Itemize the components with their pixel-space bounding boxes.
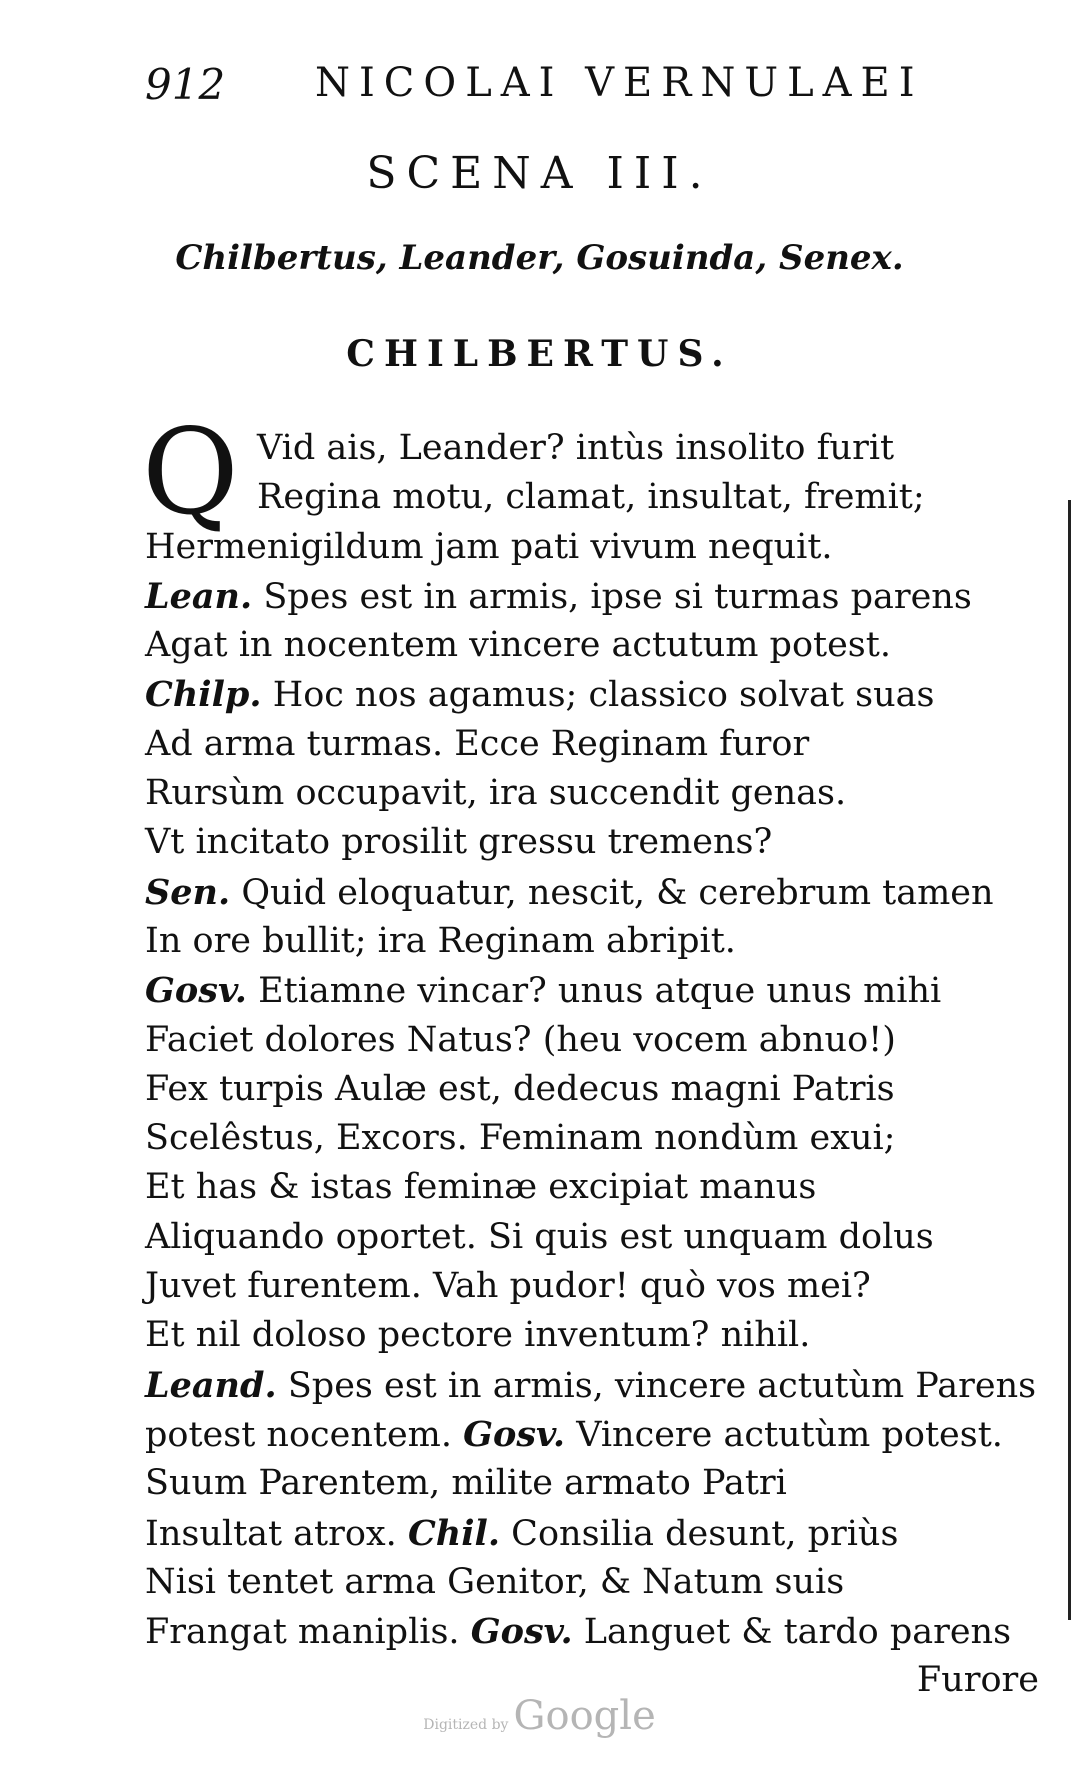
verse-line [145,523,1045,572]
speaker-abbrev: Leand. [145,1364,277,1406]
dramatis-personae: Chilbertus, Leander, Gosuinda, Senex. [175,238,904,278]
speaker-abbrev: Chil. [407,1512,501,1554]
watermark-logo: Google [513,1693,656,1739]
speaker-abbrev: Gosv. [470,1611,573,1653]
line-text: Quid eloquatur, nescit, & cerebrum tamen [241,872,994,913]
line-text: Hermenigildum jam pati vivum nequit. [145,526,833,567]
verse-line [145,473,1045,522]
verse-line [145,1163,1045,1212]
line-text: In ore bullit; ira Reginam abripit. [145,920,736,961]
verse-line [145,1509,1045,1558]
speaker-abbrev: Sen. [145,871,231,913]
line-text: Juvet furentem. Vah pudor! quò vos mei? [145,1266,871,1307]
verse-line [145,1016,1045,1065]
line-text: Regina motu, clamat, insultat, fremit; [257,477,925,518]
line-text: Insultat atrox. [145,1513,397,1554]
line-text: potest nocentem. [145,1414,452,1455]
line-text: Et nil doloso pectore inventum? nihil. [145,1315,811,1356]
line-text: Vincere actutùm potest. [576,1414,1003,1455]
line-text: Vt incitato prosilit gressu tremens? [145,822,773,863]
page-header [145,60,1025,120]
running-title: NICOLAI VERNULAEI [315,60,924,106]
line-text: Fex turpis Aulæ est, dedecus magni Patris [145,1068,895,1109]
verse-line [145,868,1045,917]
verse-text [145,424,1045,1656]
line-text: Languet & tardo parens [583,1612,1012,1653]
verse-line [145,1114,1045,1163]
page-number: 912 [145,60,226,109]
verse-line [145,1213,1045,1262]
speaker-abbrev: Gosv. [145,970,247,1012]
verse-line [145,769,1045,818]
line-text: Agat in nocentem vincere actutum potest. [145,625,891,666]
verse-line [145,818,1045,867]
line-text: Aliquando oportet. Si quis est unquam dolus [145,1216,934,1257]
line-text: Nisi tentet arma Genitor, & Natum suis [145,1561,845,1602]
verse-line [145,1262,1045,1311]
verse-line [145,1607,1045,1656]
line-text: Scelêstus, Excors. Feminam nondùm exui; [145,1118,896,1159]
verse-line [145,621,1045,670]
verse-line [145,1065,1045,1114]
speaker-abbrev: Gosv. [463,1413,566,1455]
line-text: Vid ais, Leander? intùs insolito furit [257,428,895,468]
drop-cap: Q [142,403,239,541]
verse-line [145,966,1045,1015]
line-text: Frangat maniplis. [145,1612,460,1653]
page-edge-rule [1068,500,1071,1620]
speaker-heading: CHILBERTUS. [346,333,733,375]
watermark-prefix: Digitized by [423,1717,509,1733]
line-text: Ad arma turmas. Ecce Reginam furor [145,723,810,764]
line-text: Suum Parentem, milite armato Patri [145,1463,787,1504]
line-text: Spes est in armis, ipse si turmas parens [263,576,972,617]
verse-line [145,917,1045,966]
verse-line [145,1361,1045,1410]
verse-line [145,1410,1045,1459]
verse-line [145,1558,1045,1607]
line-text: Faciet dolores Natus? (heu vocem abnuo!) [145,1019,896,1060]
line-text: Et has & istas feminæ excipiat manus [145,1167,817,1208]
verse-line [145,1459,1045,1508]
speaker-abbrev: Lean. [145,575,253,617]
verse-line [145,572,1045,621]
line-text: Etiamne vincar? unus atque unus mihi [258,971,942,1012]
line-text: Hoc nos agamus; classico solvat suas [272,675,935,716]
line-text: Spes est in armis, vincere actutùm Parens [287,1365,1037,1406]
line-text: Rursùm occupavit, ira succendit genas. [145,773,847,814]
verse-line [145,670,1045,719]
verse-line [145,1311,1045,1360]
verse-line [145,720,1045,769]
verse-line [145,424,1045,473]
scene-title: SCENA III. [366,148,713,199]
line-text: Consilia desunt, priùs [511,1513,899,1554]
digitization-watermark [0,1693,1079,1739]
catchword: Furore [916,1660,1039,1700]
speaker-abbrev: Chilp. [145,674,262,716]
